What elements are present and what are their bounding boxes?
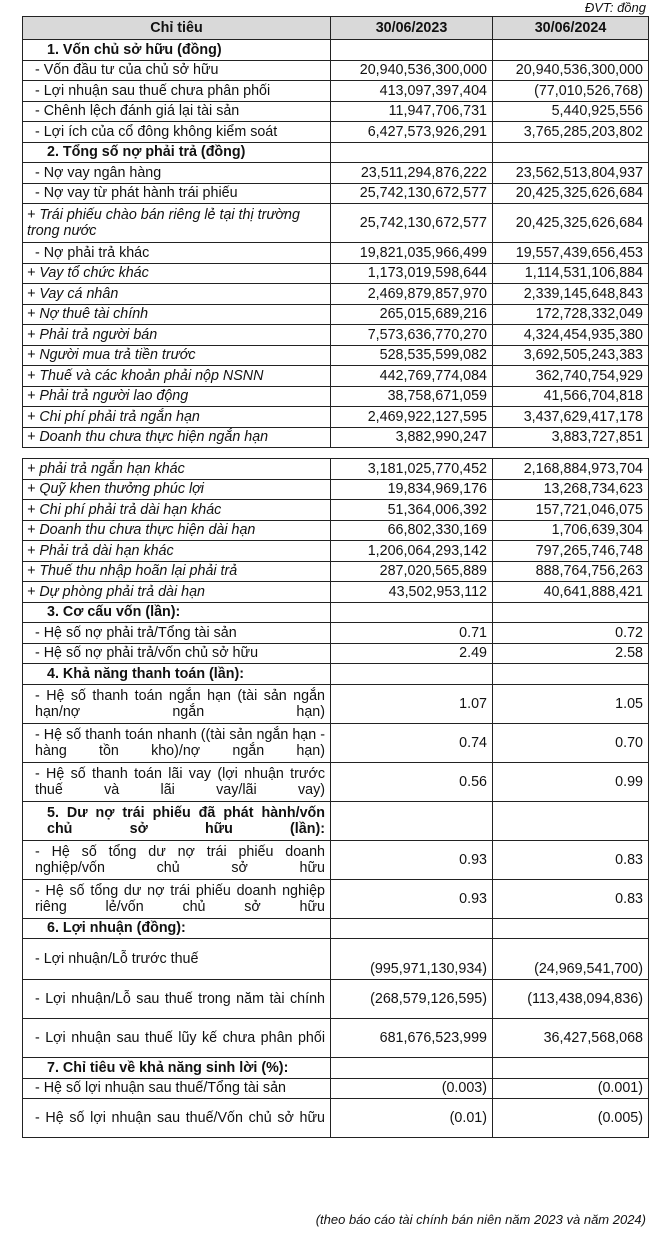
value-2024: 20,940,536,300,000 — [493, 60, 649, 81]
section-row — [23, 142, 649, 163]
table-row — [23, 243, 649, 264]
value-2023 — [331, 448, 493, 459]
table-row — [23, 60, 649, 81]
indicator-label: + Dự phòng phải trả dài hạn — [23, 582, 331, 603]
value-2024: 797,265,746,748 — [493, 541, 649, 562]
value-2023: 0.71 — [331, 623, 493, 644]
value-2023 — [331, 918, 493, 939]
value-2023: 51,364,006,392 — [331, 500, 493, 521]
header-2024: 30/06/2024 — [493, 17, 649, 40]
table-row — [23, 407, 649, 428]
value-2024: 20,425,325,626,684 — [493, 183, 649, 204]
table-row — [23, 204, 649, 243]
value-2024: 0.83 — [493, 840, 649, 879]
value-2023 — [331, 602, 493, 623]
value-2024: 1,114,531,106,884 — [493, 263, 649, 284]
table-row — [23, 840, 649, 879]
value-2023: 0.74 — [331, 723, 493, 762]
indicator-label: 7. Chỉ tiêu về khả năng sinh lời (%): — [23, 1058, 331, 1079]
value-2023: 1,173,019,598,644 — [331, 263, 493, 284]
indicator-label: - Lợi nhuận/Lỗ sau thuế trong năm tài chính — [23, 980, 331, 1019]
indicator-label: + Phải trả người lao động — [23, 386, 331, 407]
table-row — [23, 1019, 649, 1058]
table-row — [23, 541, 649, 562]
value-2023: 287,020,565,889 — [331, 561, 493, 582]
indicator-label: - Hệ số lợi nhuận sau thuế/Vốn chủ sở hữu — [23, 1099, 331, 1138]
table-row — [23, 101, 649, 122]
indicator-label: - Hệ số lợi nhuận sau thuế/Tổng tài sản — [23, 1078, 331, 1099]
indicator-label: + Vay tổ chức khác — [23, 263, 331, 284]
value-2024 — [493, 801, 649, 840]
value-2024 — [493, 1058, 649, 1079]
table-row — [23, 939, 649, 980]
value-2024: 36,427,568,068 — [493, 1019, 649, 1058]
value-2023 — [331, 40, 493, 61]
header-indicator: Chỉ tiêu — [23, 17, 331, 40]
indicator-label: - Hệ số tổng dư nợ trái phiếu doanh nghiệp/vốn chủ sở hữu — [23, 840, 331, 879]
value-2024: 3,765,285,203,802 — [493, 122, 649, 143]
section-row — [23, 40, 649, 61]
value-2023: 25,742,130,672,577 — [331, 204, 493, 243]
value-2024: (0.001) — [493, 1078, 649, 1099]
value-2023: 6,427,573,926,291 — [331, 122, 493, 143]
table-row — [23, 980, 649, 1019]
table-row — [23, 163, 649, 184]
indicator-label: + Trái phiếu chào bán riêng lẻ tại thị trường trong nước — [23, 204, 331, 243]
value-2023: 2.49 — [331, 643, 493, 664]
value-2023: 3,181,025,770,452 — [331, 459, 493, 480]
table-row — [23, 520, 649, 541]
value-2024: (113,438,094,836) — [493, 980, 649, 1019]
indicator-label: - Hệ số nợ phải trả/vốn chủ sở hữu — [23, 643, 331, 664]
indicator-label: - Hệ số thanh toán ngắn hạn (tài sản ngắn hạn/nợ ngắn hạn) — [23, 684, 331, 723]
value-2023: 43,502,953,112 — [331, 582, 493, 603]
table-row — [23, 325, 649, 346]
section-row — [23, 918, 649, 939]
table-row — [23, 122, 649, 143]
value-2023: (0.01) — [331, 1099, 493, 1138]
row-gap — [23, 448, 649, 459]
value-2023: (0.003) — [331, 1078, 493, 1099]
table-row — [23, 1099, 649, 1138]
value-2024: (24,969,541,700) — [493, 939, 649, 980]
table-row — [23, 263, 649, 284]
indicator-label: 2. Tổng số nợ phải trả (đồng) — [23, 142, 331, 163]
value-2023: 0.56 — [331, 762, 493, 801]
value-2023: 20,940,536,300,000 — [331, 60, 493, 81]
table-row — [23, 304, 649, 325]
value-2024: (77,010,526,768) — [493, 81, 649, 102]
indicator-label: 4. Khả năng thanh toán (lần): — [23, 664, 331, 685]
value-2023: 3,882,990,247 — [331, 427, 493, 448]
value-2023 — [331, 801, 493, 840]
indicator-label: 1. Vốn chủ sở hữu (đồng) — [23, 40, 331, 61]
indicator-label: - Lợi nhuận sau thuế lũy kế chưa phân phối — [23, 1019, 331, 1058]
table-row — [23, 1078, 649, 1099]
value-2024: 362,740,754,929 — [493, 366, 649, 387]
value-2023: 2,469,879,857,970 — [331, 284, 493, 305]
indicator-label — [23, 448, 331, 459]
value-2023: 528,535,599,082 — [331, 345, 493, 366]
value-2023: 0.93 — [331, 879, 493, 918]
value-2024: (0.005) — [493, 1099, 649, 1138]
indicator-label: + Chi phí phải trả ngắn hạn — [23, 407, 331, 428]
value-2024: 13,268,734,623 — [493, 479, 649, 500]
value-2024: 3,692,505,243,383 — [493, 345, 649, 366]
value-2024: 0.83 — [493, 879, 649, 918]
value-2024 — [493, 918, 649, 939]
table-row — [23, 762, 649, 801]
indicator-label: + Nợ thuê tài chính — [23, 304, 331, 325]
indicator-label: + Chi phí phải trả dài hạn khác — [23, 500, 331, 521]
indicator-label: - Nợ vay ngân hàng — [23, 163, 331, 184]
value-2023: 265,015,689,216 — [331, 304, 493, 325]
table-row — [23, 459, 649, 480]
value-2024 — [493, 40, 649, 61]
value-2024: 1.05 — [493, 684, 649, 723]
value-2023: 1,206,064,293,142 — [331, 541, 493, 562]
value-2024: 3,883,727,851 — [493, 427, 649, 448]
indicator-label: + phải trả ngắn hạn khác — [23, 459, 331, 480]
indicator-label: - Lợi nhuận/Lỗ trước thuế — [23, 939, 331, 980]
financial-table — [22, 16, 649, 1138]
value-2023: 19,821,035,966,499 — [331, 243, 493, 264]
indicator-label: - Hệ số thanh toán nhanh ((tài sản ngắn hạn - hàng tồn kho)/nợ ngắn hạn) — [23, 723, 331, 762]
indicator-label: + Phải trả người bán — [23, 325, 331, 346]
indicator-label: + Người mua trả tiền trước — [23, 345, 331, 366]
table-header — [23, 17, 649, 40]
table-row — [23, 561, 649, 582]
value-2023: (995,971,130,934) — [331, 939, 493, 980]
header-2023: 30/06/2023 — [331, 17, 493, 40]
indicator-label: 3. Cơ cấu vốn (lần): — [23, 602, 331, 623]
value-2023: 442,769,774,084 — [331, 366, 493, 387]
value-2023 — [331, 1058, 493, 1079]
table-row — [23, 500, 649, 521]
value-2024 — [493, 664, 649, 685]
value-2023 — [331, 142, 493, 163]
table-row — [23, 366, 649, 387]
value-2024: 1,706,639,304 — [493, 520, 649, 541]
table-row — [23, 879, 649, 918]
indicator-label: - Chênh lệch đánh giá lại tài sản — [23, 101, 331, 122]
value-2023: 66,802,330,169 — [331, 520, 493, 541]
section-row — [23, 1058, 649, 1079]
value-2024: 41,566,704,818 — [493, 386, 649, 407]
table-row — [23, 643, 649, 664]
table-row — [23, 582, 649, 603]
value-2024: 0.99 — [493, 762, 649, 801]
table-row — [23, 345, 649, 366]
table-row — [23, 386, 649, 407]
indicator-label: - Hệ số thanh toán lãi vay (lợi nhuận trước thuế và lãi vay/lãi vay) — [23, 762, 331, 801]
value-2023: 413,097,397,404 — [331, 81, 493, 102]
section-row — [23, 801, 649, 840]
value-2023: 681,676,523,999 — [331, 1019, 493, 1058]
value-2024: 20,425,325,626,684 — [493, 204, 649, 243]
value-2023: 38,758,671,059 — [331, 386, 493, 407]
source-note: (theo báo cáo tài chính bán niên năm 2023 và năm 2024) — [315, 1212, 646, 1227]
table-row — [23, 684, 649, 723]
value-2024: 0.72 — [493, 623, 649, 644]
value-2023: 23,511,294,876,222 — [331, 163, 493, 184]
value-2024: 4,324,454,935,380 — [493, 325, 649, 346]
table-row — [23, 183, 649, 204]
section-row — [23, 602, 649, 623]
indicator-label: + Doanh thu chưa thực hiện dài hạn — [23, 520, 331, 541]
value-2024 — [493, 602, 649, 623]
table-row — [23, 284, 649, 305]
value-2024: 2.58 — [493, 643, 649, 664]
indicator-label: - Hệ số tổng dư nợ trái phiếu doanh nghiệp riêng lẻ/vốn chủ sở hữu — [23, 879, 331, 918]
indicator-label: 6. Lợi nhuận (đồng): — [23, 918, 331, 939]
value-2023: 7,573,636,770,270 — [331, 325, 493, 346]
value-2023: 2,469,922,127,595 — [331, 407, 493, 428]
indicator-label: - Vốn đầu tư của chủ sở hữu — [23, 60, 331, 81]
indicator-label: + Phải trả dài hạn khác — [23, 541, 331, 562]
indicator-label: + Vay cá nhân — [23, 284, 331, 305]
table-row — [23, 623, 649, 644]
value-2023: 0.93 — [331, 840, 493, 879]
table-row — [23, 427, 649, 448]
value-2024: 3,437,629,417,178 — [493, 407, 649, 428]
value-2024: 19,557,439,656,453 — [493, 243, 649, 264]
unit-label: ĐVT: đồng — [584, 0, 646, 15]
table-body — [23, 40, 649, 1138]
indicator-label: - Nợ phải trả khác — [23, 243, 331, 264]
indicator-label: 5. Dư nợ trái phiếu đã phát hành/vốn chủ sở hữu (lần): — [23, 801, 331, 840]
value-2023: 11,947,706,731 — [331, 101, 493, 122]
value-2023: 25,742,130,672,577 — [331, 183, 493, 204]
value-2024: 2,168,884,973,704 — [493, 459, 649, 480]
value-2023 — [331, 664, 493, 685]
value-2023: 19,834,969,176 — [331, 479, 493, 500]
indicator-label: - Lợi ích của cổ đông không kiểm soát — [23, 122, 331, 143]
value-2024: 888,764,756,263 — [493, 561, 649, 582]
value-2023: 1.07 — [331, 684, 493, 723]
indicator-label: + Thuế thu nhập hoãn lại phải trả — [23, 561, 331, 582]
value-2024: 157,721,046,075 — [493, 500, 649, 521]
indicator-label: + Doanh thu chưa thực hiện ngắn hạn — [23, 427, 331, 448]
indicator-label: + Quỹ khen thưởng phúc lợi — [23, 479, 331, 500]
value-2024: 5,440,925,556 — [493, 101, 649, 122]
value-2024: 172,728,332,049 — [493, 304, 649, 325]
table-row — [23, 723, 649, 762]
value-2024 — [493, 448, 649, 459]
table-row — [23, 81, 649, 102]
indicator-label: - Nợ vay từ phát hành trái phiếu — [23, 183, 331, 204]
indicator-label: - Lợi nhuận sau thuế chưa phân phối — [23, 81, 331, 102]
value-2024: 40,641,888,421 — [493, 582, 649, 603]
value-2024: 2,339,145,648,843 — [493, 284, 649, 305]
table-row — [23, 479, 649, 500]
value-2024 — [493, 142, 649, 163]
indicator-label: - Hệ số nợ phải trả/Tổng tài sản — [23, 623, 331, 644]
value-2023: (268,579,126,595) — [331, 980, 493, 1019]
value-2024: 23,562,513,804,937 — [493, 163, 649, 184]
value-2024: 0.70 — [493, 723, 649, 762]
section-row — [23, 664, 649, 685]
indicator-label: + Thuế và các khoản phải nộp NSNN — [23, 366, 331, 387]
